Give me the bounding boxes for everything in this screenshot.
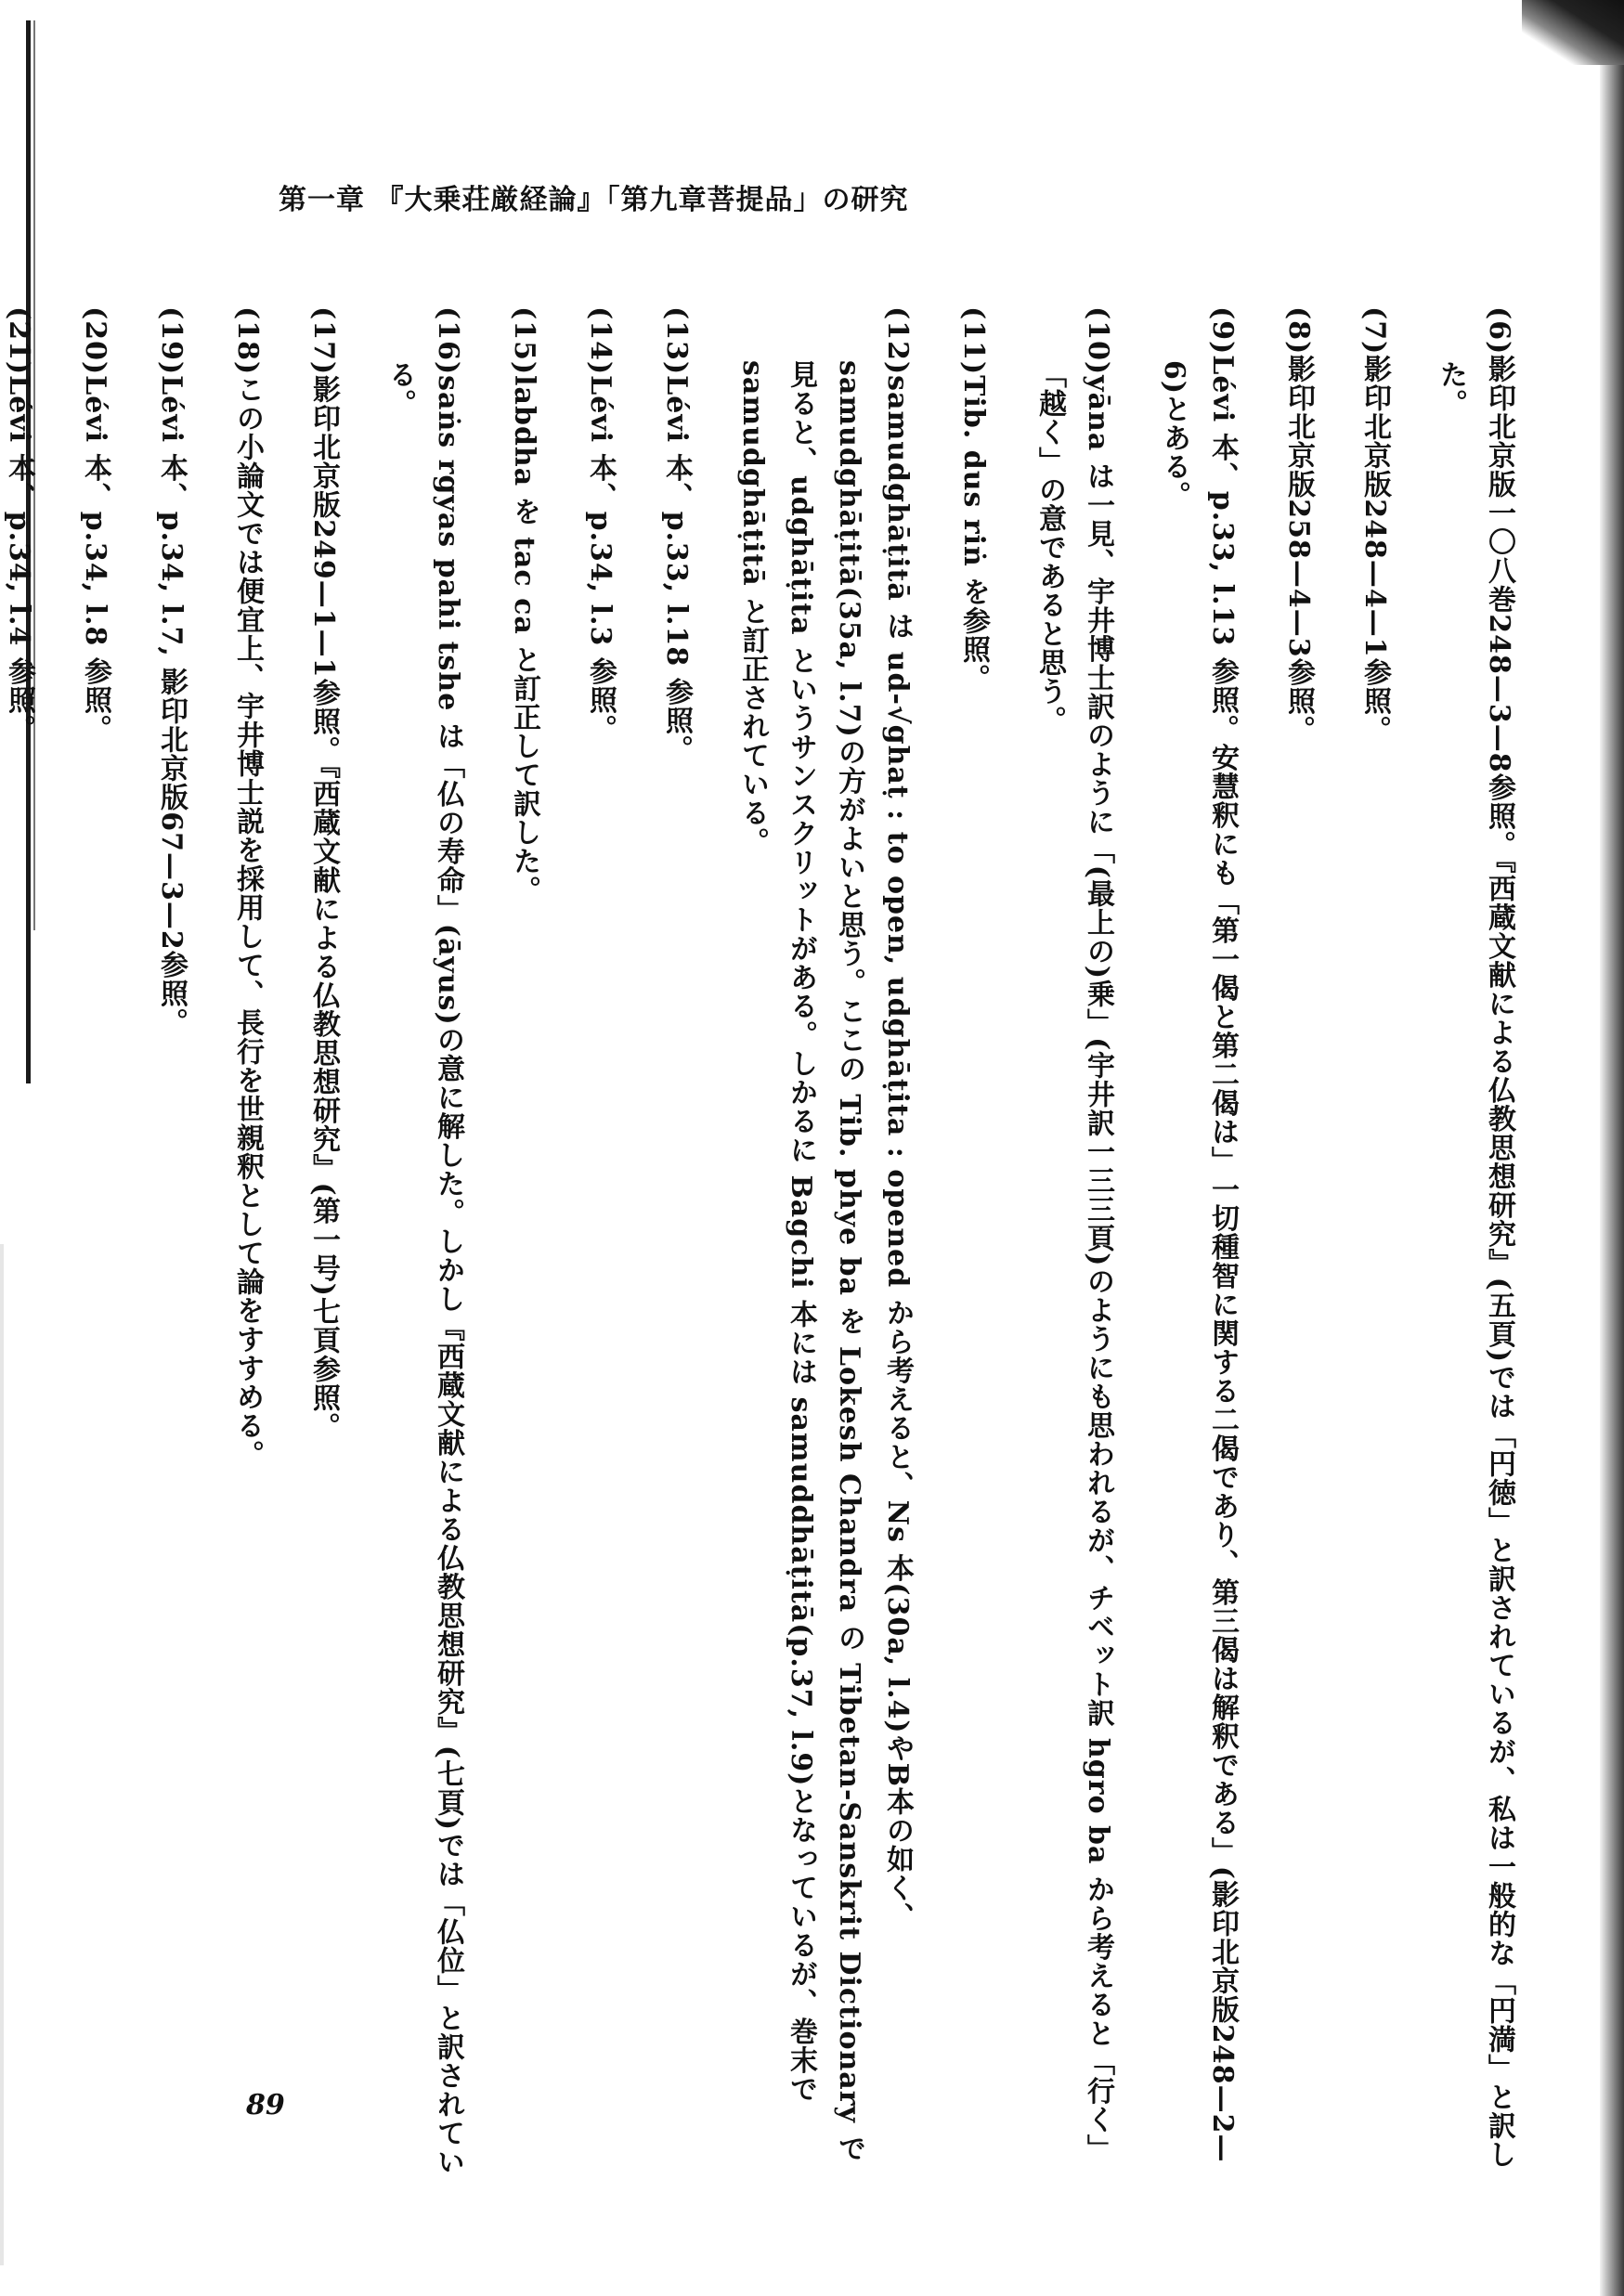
footnote-text: Tib. dus riṅ を参照。 [957, 375, 990, 694]
footnote [576, 306, 624, 2182]
footnote-number: (11) [957, 306, 990, 376]
footnote [375, 306, 472, 2182]
footnote [652, 306, 700, 2182]
footnote [1426, 306, 1523, 2182]
footnote-text: Lévi 本、p.34, l.7, 影印北京版67—3—2参照。 [155, 375, 188, 1037]
footnote-number: (6) [1483, 306, 1515, 356]
footnote-text: Lévi 本、p.34, l.8 参照。 [79, 375, 111, 744]
footnote-text: 影印北京版258—4—3参照。 [1282, 355, 1315, 745]
footnote-number: (20) [79, 306, 111, 376]
footnote-text: Lévi 本、p.33, l.13 参照。安慧釈にも「第一偈と第二偈は」一切種智に関する二偈であり、第三偈は解釈である」(影印北京版248—2—6)とある。 [1158, 355, 1239, 2163]
scan-corner-right [1522, 0, 1624, 65]
footnote [147, 306, 195, 2182]
footnote-number: (15) [508, 306, 540, 376]
footnote-number: (21) [3, 306, 35, 376]
footnote-text: 影印北京版248—4—1参照。 [1358, 355, 1391, 745]
footnote-text: 影印北京版一〇八巻248—3—8参照。『西蔵文献による仏教思想研究』(五頁)では「円徳」と訳されているが、私は一般的な「円満」と訳した。 [1435, 355, 1515, 2170]
footnote-text: labdha を tac ca と訂正して訳した。 [508, 375, 540, 905]
footnote [1150, 306, 1246, 2182]
footnotes-block [3, 306, 1551, 2182]
footnote-text: 影印北京版249—1—1参照。『西蔵文献による仏教思想研究』(第一号)七頁参照。 [307, 375, 340, 1441]
footnote-text: samudghāṭitā は ud-√ghaṭ : to open, udghāṭita : opened から考えると、Ns 本(30a, l.4)やB本の如く、samudghāṭitā(35a, l.7)の方がよいと思う。ここの Tib. phye ba を Lokesh Chandra の Tibetan-Sanskrit Dictionary で見ると、udghāṭita というサンスクリットがある。しかるに Bagchi 本には samuddhāṭitā(p.37, l.9)となっているが、巻末で samudghāṭitā と訂正されている。 [736, 360, 914, 2163]
footnote [0, 306, 43, 2182]
footnote [500, 306, 548, 2182]
footnote [949, 306, 997, 2182]
running-header: 第一章 『大乗荘厳経論』「第九章菩提品」の研究 [279, 184, 909, 216]
footnote-number: (14) [584, 306, 617, 376]
footnote [223, 306, 271, 2182]
scan-edge-right [1600, 0, 1624, 2296]
page-number: 89 [246, 2089, 285, 2121]
footnote-number: (7) [1358, 306, 1391, 356]
footnote-number: (18) [231, 306, 264, 376]
footnote-number: (12) [881, 306, 914, 376]
footnote-number: (13) [660, 306, 693, 376]
footnote-text: Lévi 本、p.34, l.3 参照。 [584, 375, 617, 744]
footnote-text: Lévi 本、p.33, l.18 参照。 [660, 375, 693, 764]
footnote-text: saṅs rgyas pahi tshe は「仏の寿命」(āyus)の意に解した。しかし『西蔵文献による仏教思想研究』(七頁)では「仏位」と訳されている。 [383, 360, 464, 2177]
footnote [299, 306, 347, 2182]
footnote-text: この小論文では便宜上、宇井博士説を採用して、長行を世親釈として論をすすめる。 [231, 375, 264, 1470]
footnote-text: yāna は一見、宇井博士訳のように「(最上の)乗」(宇井訳一三三頁)のようにも思われるが、チベット訳 hgro ba から考えると「行く」「越く」の意であると思う。 [1033, 360, 1114, 2163]
footnote [1274, 306, 1322, 2182]
footnote [1025, 306, 1122, 2182]
footnote [1350, 306, 1398, 2182]
footnote-number: (19) [155, 306, 188, 376]
footnote-number: (17) [307, 306, 340, 376]
footnote-number: (8) [1282, 306, 1315, 356]
footnote-number: (10) [1082, 306, 1114, 376]
footnote-number: (16) [432, 306, 464, 376]
footnote [71, 306, 119, 2182]
footnote [728, 306, 921, 2182]
footnote-text: Lévi 本、p.34, l.4 参照。 [3, 375, 35, 744]
footnote-number: (9) [1206, 306, 1239, 356]
